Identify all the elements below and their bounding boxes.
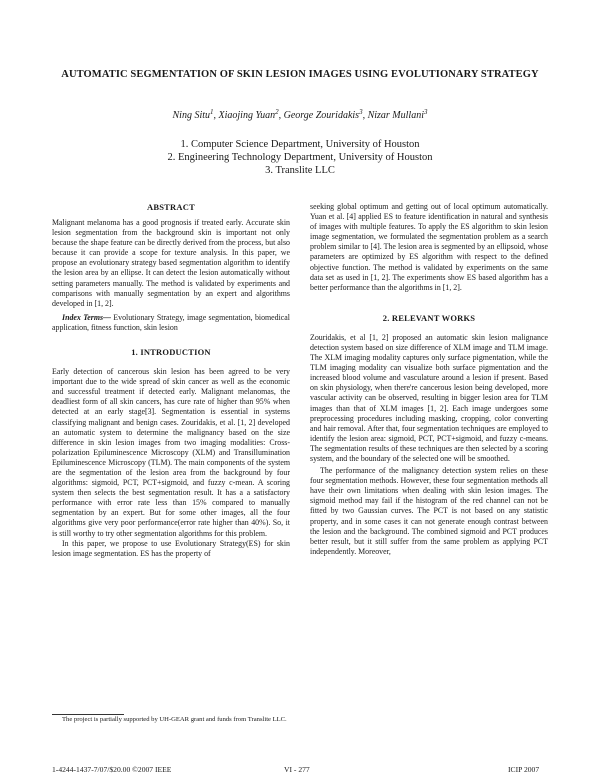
footer-copyright: 1-4244-1437-7/07/$20.00 ©2007 IEEE: [52, 765, 172, 774]
introduction-paragraph-2: In this paper, we propose to use Evolutionary Strategy(ES) for skin lesion image segmentation. ES has the property of: [52, 538, 290, 558]
relevant-works-heading: 2. RELEVANT WORKS: [382, 312, 476, 323]
right-column: [310, 202, 548, 557]
affiliation-1: 1. Computer Science Department, University of Houston: [180, 139, 420, 150]
introduction-paragraph-2-continued: seeking global optimum and getting out of local optimum automatically. Yuan et al. [4] applied ES to feature identification in natural and synthesis of images with multiple features. To apply the ES algorithm to skin lesion image segmentation, we formulated the segmentation problem as a search problem similar to [4]. The lesion area is segmented by an ellipsoid, whose parameters are optimized by ES algorithm with respect to the defined objective function. The method is validated by experiments on the same data set as used in [1, 2]. The experiments show ES based algorithm has a better performance than the algorithms in [1, 2].: [310, 202, 548, 292]
left-column: [52, 202, 290, 559]
introduction-paragraph-1: Early detection of cancerous skin lesion has been agreed to be very important due to the wide spread of skin cancer as well as the economic and successful treatment if detected early. Malignant melanomas, the deadliest form of all skin cancers, has cure rate of higher than 95% when detected at an early stage[3]. Segmentation is essential in systems classifying malignant and benign cases. Zouridakis, et al. [1, 2] developed an automatic system to determine the malignancy based on the size difference in skin lesion images from two imaging modalities: Cross-polarization Epiluminescence Microscopy (XLM) and Transillumination Epiluminescence Microscopy (TLM). The main components of the system are the segmentation of the lesion area from the background by four algorithms: sigmoid, PCT, PCT+sigmoid, and fuzzy c-mean. A scoring system then selects the best segmentation result. It has a a satisfactory performance with error rate less than 15% compared to manually segmentation by an expert. But for some other images, all the four algorithms give very poor performance(error rate higher than 40%). So, it is still worthy to try other segmentation algorithms for this problem.: [52, 367, 290, 538]
footnote-rule: [52, 714, 124, 715]
abstract-heading: ABSTRACT: [147, 202, 195, 212]
introduction-heading: 1. INTRODUCTION: [131, 347, 211, 358]
index-terms-text: Evolutionary Strategy, image segmentation, biomedical application, fitness function, skin lesion: [52, 312, 291, 332]
author-1: Ning Situ$^1$,: [172, 108, 219, 121]
author-3: George Zouridakis$^3$,: [283, 108, 368, 121]
footer-page-number: VI - 277: [284, 765, 310, 774]
index-terms: [52, 313, 290, 333]
index-terms-label: Index Terms—: [62, 312, 111, 322]
footer-conference: ICIP 2007: [508, 765, 540, 774]
author-4: Nizar Mullani$^3$: [367, 108, 428, 121]
author-list: [60, 109, 540, 122]
relevant-works-paragraph-1: Zouridakis, et al [1, 2] proposed an automatic skin lesion malignance detection system based on size difference of XLM image and TLM image. The XLM imaging modality captures only surface pigmentation, while the TLM imaging modality can visualize both surface pigmentation and the increased blood volume and vasculature around a lesion if present. Based on skin physiology, when there're cancerous lesion being developed, more vascular activity can be observed, resulting in bigger lesion area for TLM images than that of XLM images [1, 2]. Each image undergoes some preprocessing procedures including masking, cropping, color converting and hair removal. After that, four segmentation techniques are employed to identify the lesion area: sigmoid, PCT, PCT+sigmoid, and fuzzy c-means. The segmentation results of these techniques are then selected by a scoring system, and the boundary of the selected one will be smoothed.: [310, 332, 548, 463]
affiliations: [60, 138, 540, 177]
paper-title: AUTOMATIC SEGMENTATION OF SKIN LESION IMAGES USING EVOLUTIONARY STRATEGY: [61, 69, 539, 80]
relevant-works-paragraph-2: The performance of the malignancy detection system relies on these four segmentation methods. However, these four segmentation methods all have their own limitations when dealing with skin lesion images. The sigmoid method may fail if the histogram of the red channel can not be fitted by two Gaussian curves. The PCT is not based on any statistic property, and in some cases it can not generate enough contrast between the lesion and the background. The combined sigmoid and PCT produces better result, but it still suffer from the same problem as applying PCT independently. Moreover,: [310, 466, 548, 556]
footnote: The project is partially supported by UH-GEAR grant and funds from Translite LLC.: [62, 716, 287, 723]
author-2: Xiaojing Yuan$^2$,: [218, 108, 284, 121]
affiliation-3: 3. Translite LLC: [265, 165, 335, 176]
affiliation-2: 2. Engineering Technology Department, University of Houston: [167, 152, 433, 163]
abstract-text: Malignant melanoma has a good prognosis if treated early. Accurate skin lesion segmentation from the background skin is important not only because the shape feature can be directly derived from the process, but also because it can provide a scope for texture analysis. In this paper, we propose an evolutionary strategy based segmentation algorithm to identify the lesion area by an ellipse. It can detect the lesion automatically without setting parameters manually. The method is validated by experiments and comparisons with manually segmentation by an expert and algorithms developed in [1, 2].: [52, 218, 290, 308]
